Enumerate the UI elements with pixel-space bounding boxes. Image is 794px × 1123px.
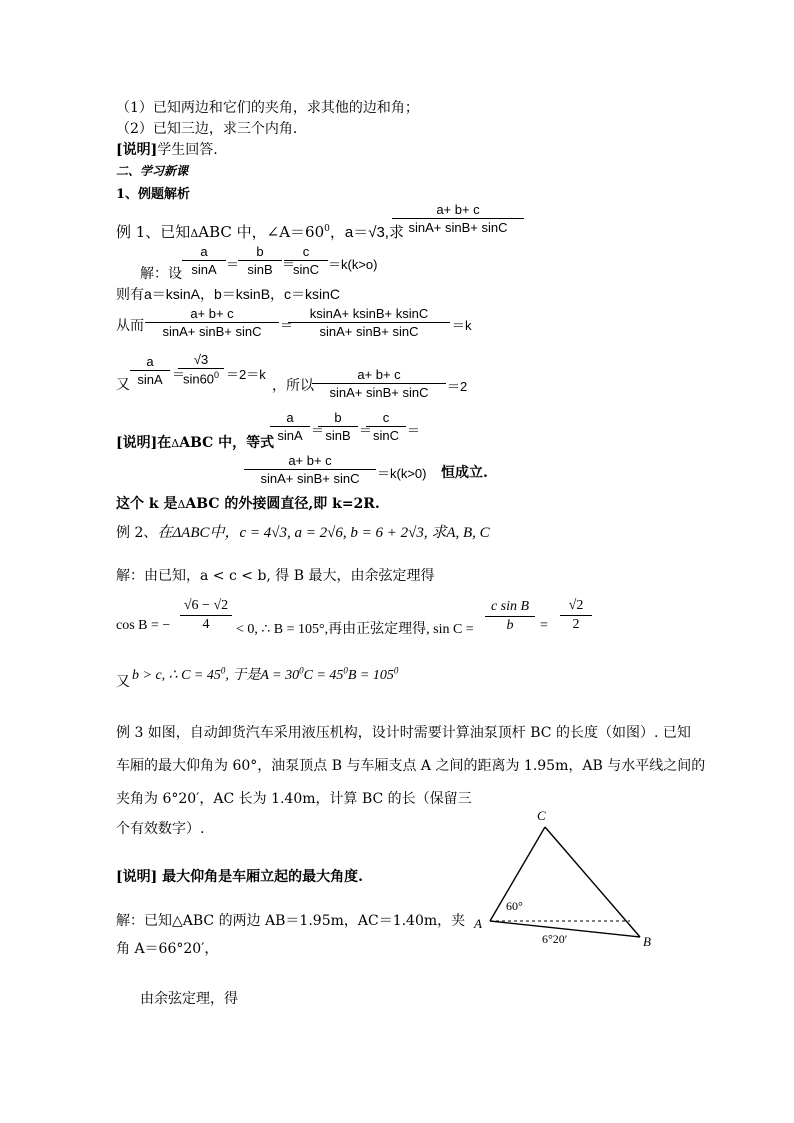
note-text: 学生回答. [157, 142, 218, 158]
note-fraction-sum: a+ b+ c sinA+ sinB+ sinC [244, 453, 376, 486]
set-fraction-a: a sinA [182, 244, 226, 277]
also-fraction-2: √3 $\sin 60^0$ [178, 352, 224, 386]
sin-fraction-2: √2 2 [560, 598, 592, 633]
label-b: B [643, 934, 651, 949]
example3-line-2: 车厢的最大仰角为 60°，油泵顶点 B 与车厢支点 A 之间的距离为 1.95m，AB 与水平线之间的 [116, 758, 706, 774]
also-fraction-1: a sinA [130, 354, 170, 387]
triangle-figure [468, 800, 668, 960]
note-answer-line [116, 139, 218, 159]
note-fraction-b: b sinB [318, 410, 358, 443]
example1-target-fraction: a+ b+ c sinA+ sinB+ sinC [392, 202, 524, 235]
cos-fraction: √6 − √2 4 [180, 598, 232, 633]
set-fraction-c: c sinC [284, 244, 328, 277]
example3-line-4: 个有效数字）. [116, 821, 205, 837]
condition-line-1: （1）已知两边和它们的夹角，求其他的边和角； [116, 100, 419, 116]
example1-statement: 例 1、已知ΔABC 中，$\angle A=60^0$，a＝√3,求 [116, 223, 404, 241]
example2-conclusion: b > c, ∴ $C = 45^0$, 于是$A = 30^0C = 45^0B = 105^0$ [132, 665, 399, 683]
example3-line-1: 例 3 如图，自动卸货汽车采用液压机构，设计时需要计算油泵顶杆 BC 的长度（如图）. 已知 [116, 725, 691, 741]
example3-solution-2: 角 A＝66°20′， [116, 941, 219, 957]
sin-fraction-1: c sin B b [485, 599, 535, 634]
section-heading: 二、学习新课 [116, 164, 189, 178]
triangle-symbol: Δ [190, 227, 199, 240]
solution-label: 解：设 [140, 266, 182, 282]
note-tag: [说明] [116, 142, 158, 158]
label-c: C [537, 808, 546, 823]
example3-line-3: 夹角为 6°20′，AC 长为 1.40m，计算 BC 的长（保留三 [116, 791, 472, 807]
set-fraction-b: b sinB [238, 244, 282, 277]
example2-statement: 例 2、在ΔABC中，c = 4√3, a = 2√6, b = 6 + 2√3, 求A, B, C [116, 525, 490, 541]
label-a: A [474, 916, 482, 931]
condition-line-2: （2）已知三边，求三个内角. [116, 121, 298, 137]
so-fraction: a+ b+ c sinA+ sinB+ sinC [312, 367, 446, 400]
note-fraction-a: a sinA [270, 410, 310, 443]
then-line: 则有a＝ksinA，b＝ksinB，c＝ksinC [116, 286, 341, 303]
angle-label-6-20: 6°20′ [542, 932, 568, 946]
note-fraction-c: c sinC [366, 410, 406, 443]
example3-note: [说明] 最大仰角是车厢立起的最大角度. [116, 869, 363, 885]
example3-solution-1: 解：已知△ABC 的两边 AB＝1.95m，AC＝1.40m，夹 [116, 913, 466, 929]
example3-solution-3: 由余弦定理，得 [140, 991, 238, 1007]
subsection-heading: 1、例题解析 [116, 187, 191, 202]
from-fraction-1: a+ b+ c sinA+ sinB+ sinC [145, 306, 279, 339]
note1-line: [说明]在ΔABC 中，等式 [116, 435, 275, 451]
from-fraction-2: ksinA+ ksinB+ ksinC sinA+ sinB+ sinC [288, 306, 450, 339]
angle-label-60: 60° [506, 899, 523, 913]
example2-solution-1: 解：由已知，a < c < b, 得 B 最大，由余弦定理得 [116, 568, 435, 584]
triangle-edges [490, 827, 640, 937]
note1-circumdiameter: 这个 k 是ΔABC 的外接圆直径,即 k=2R. [116, 496, 380, 512]
